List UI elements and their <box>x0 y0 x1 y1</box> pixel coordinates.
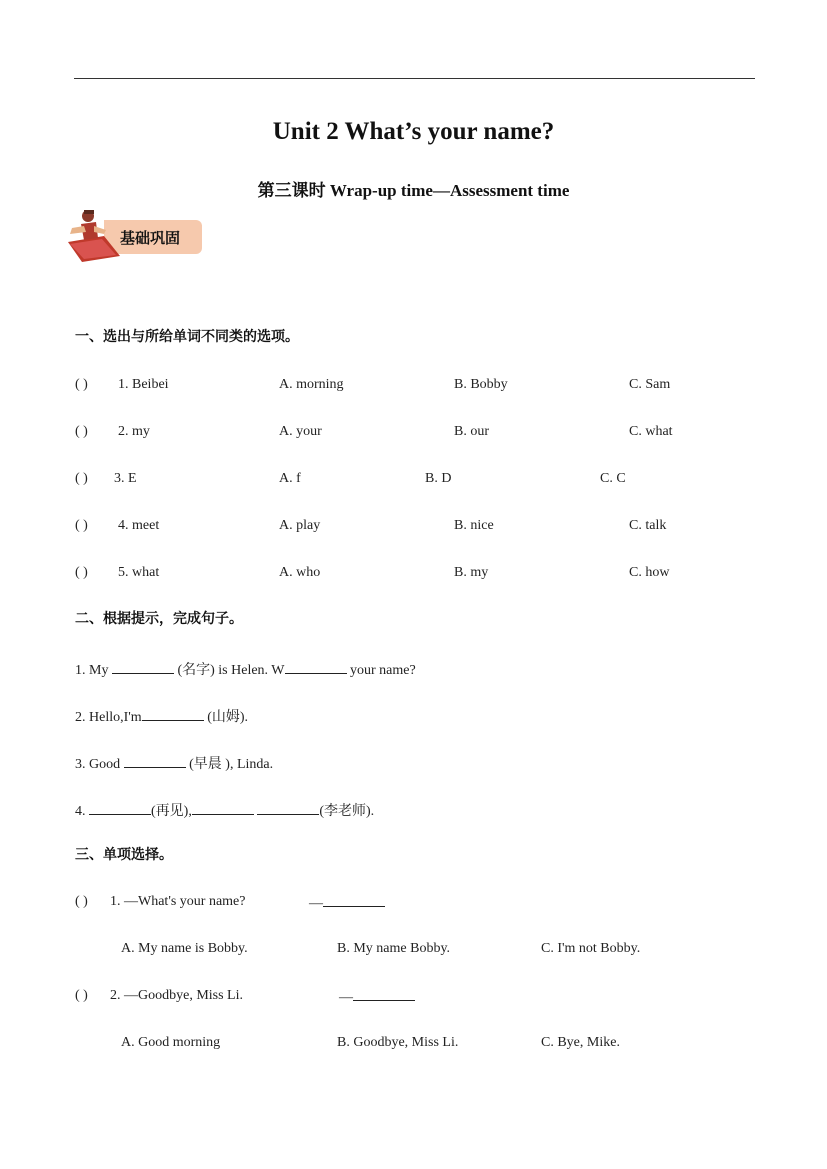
sentence-3 <box>75 753 273 773</box>
blank-input[interactable] <box>89 800 151 815</box>
question-word: 2. my <box>118 424 150 439</box>
page-subtitle: 第三课时 Wrap-up time—Assessment time <box>257 181 570 200</box>
option-c: C. I'm not Bobby. <box>541 941 641 956</box>
question-word: 1. Beibei <box>118 377 169 392</box>
option-a: A. morning <box>279 377 344 392</box>
sentence-text: 3. Good <box>75 757 124 772</box>
option-a: A. My name is Bobby. <box>121 941 248 956</box>
sentence-4 <box>75 800 374 820</box>
sentence-text: your name? <box>346 663 416 678</box>
answer-paren[interactable]: ( ) <box>75 988 88 1003</box>
blank-input[interactable] <box>142 706 204 721</box>
response-dash: — <box>309 892 385 912</box>
option-a: A. play <box>279 518 321 533</box>
section1-heading: 一、选出与所给单词不同类的选项。 <box>75 329 299 345</box>
blank-input[interactable] <box>323 892 385 907</box>
answer-paren[interactable]: ( ) <box>75 894 88 909</box>
sentence-text: (山姆). <box>203 710 249 725</box>
banner-text: 基础巩固 <box>120 229 181 247</box>
response-dash: — <box>339 986 415 1006</box>
blank-input[interactable] <box>192 800 254 815</box>
option-b: B. our <box>454 424 489 439</box>
option-a: A. your <box>279 424 322 439</box>
blank-input[interactable] <box>285 659 347 674</box>
question-word: 3. E <box>114 471 137 486</box>
option-a: A. who <box>279 565 321 580</box>
blank-input[interactable] <box>257 800 319 815</box>
sentence-2 <box>75 706 248 726</box>
page-title: Unit 2 What’s your name? <box>272 118 555 145</box>
sentence-text: 4. <box>75 804 89 819</box>
option-b: B. nice <box>454 518 494 533</box>
answer-paren[interactable]: ( ) <box>75 471 88 486</box>
option-c: C. what <box>629 424 673 439</box>
option-b: B. my <box>454 565 489 580</box>
answer-paren[interactable]: ( ) <box>75 377 88 392</box>
option-b: B. My name Bobby. <box>337 941 451 956</box>
question-text: 2. —Goodbye, Miss Li. <box>110 988 243 1003</box>
sentence-text: (早晨 ), Linda. <box>185 757 274 772</box>
sentence-text: (再见), <box>151 804 192 819</box>
sentence-text: 1. My <box>75 663 112 678</box>
option-c: C. C <box>600 471 626 486</box>
top-rule <box>74 78 755 79</box>
section2-heading: 二、根据提示，完成句子。 <box>75 611 243 627</box>
option-b: B. D <box>425 471 452 486</box>
option-c: C. how <box>629 565 670 580</box>
question-word: 5. what <box>118 565 160 580</box>
option-c: C. talk <box>629 518 667 533</box>
question-text: 1. —What's your name? <box>110 894 246 909</box>
option-c: C. Bye, Mike. <box>541 1035 620 1050</box>
question-word: 4. meet <box>118 518 160 533</box>
blank-input[interactable] <box>124 753 186 768</box>
option-b: B. Bobby <box>454 377 508 392</box>
option-b: B. Goodbye, Miss Li. <box>337 1035 459 1050</box>
sentence-text: 2. Hello,I'm <box>75 710 142 725</box>
sentence-1 <box>75 659 416 679</box>
answer-paren[interactable]: ( ) <box>75 565 88 580</box>
sentence-text: (名字) is Helen. W <box>173 663 285 678</box>
blank-input[interactable] <box>353 986 415 1001</box>
option-c: C. Sam <box>629 377 671 392</box>
sentence-text: (李老师). <box>319 804 375 819</box>
answer-paren[interactable]: ( ) <box>75 518 88 533</box>
blank-input[interactable] <box>112 659 174 674</box>
answer-paren[interactable]: ( ) <box>75 424 88 439</box>
option-a: A. Good morning <box>121 1035 221 1050</box>
section3-heading: 三、单项选择。 <box>75 847 173 863</box>
option-a: A. f <box>279 471 301 486</box>
